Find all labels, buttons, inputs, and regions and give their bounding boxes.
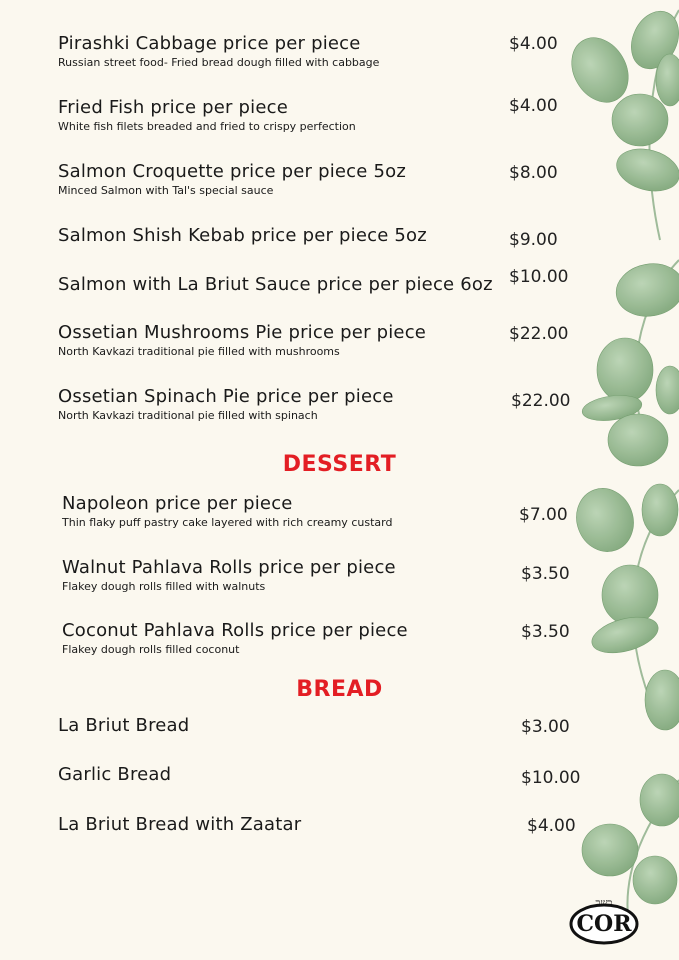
item-name: La Briut Bread xyxy=(58,715,190,736)
bread-item xyxy=(58,814,301,836)
dessert-item xyxy=(62,620,408,657)
item-description: Thin flaky puff pastry cake layered with rich creamy custard xyxy=(62,516,393,529)
item-description: North Kavkazi traditional pie filled with spinach xyxy=(58,409,318,422)
item-price: $3.00 xyxy=(521,717,570,737)
item-name: La Briut Bread with Zaatar xyxy=(58,814,302,835)
menu-item xyxy=(58,97,356,134)
item-name: Pirashki Cabbage price per piece xyxy=(58,33,361,54)
menu-item xyxy=(58,225,427,247)
item-description: White fish filets breaded and fried to crispy perfection xyxy=(58,120,356,133)
item-price: $22.00 xyxy=(509,324,569,344)
cor-hebrew-text: כשר xyxy=(595,898,613,909)
cor-text: COR xyxy=(576,911,632,937)
item-price: $4.00 xyxy=(509,34,558,54)
item-price: $3.50 xyxy=(521,564,570,584)
item-price: $4.00 xyxy=(509,96,558,116)
cor-kosher-logo xyxy=(568,898,640,946)
item-price: $8.00 xyxy=(509,163,558,183)
item-name: Coconut Pahlava Rolls price per piece xyxy=(62,620,408,641)
menu-item xyxy=(58,386,394,423)
item-name: Ossetian Mushrooms Pie price per piece xyxy=(58,322,427,343)
item-description: North Kavkazi traditional pie filled with mushrooms xyxy=(58,345,340,358)
dessert-item xyxy=(62,493,392,530)
item-description: Minced Salmon with Tal's special sauce xyxy=(58,184,274,197)
item-name: Walnut Pahlava Rolls price per piece xyxy=(62,557,396,578)
bread-item xyxy=(58,715,189,737)
menu-item xyxy=(58,33,379,70)
item-price: $7.00 xyxy=(519,505,568,525)
item-name: Salmon with La Briut Sauce price per piece 6oz xyxy=(58,274,493,295)
dessert-heading: DESSERT xyxy=(282,452,397,477)
item-description: Russian street food- Fried bread dough filled with cabbage xyxy=(58,56,380,69)
dessert-item xyxy=(62,557,396,594)
menu-item xyxy=(58,322,426,359)
bread-item xyxy=(58,764,171,786)
item-description: Flakey dough rolls filled with walnuts xyxy=(62,580,266,593)
item-price: $22.00 xyxy=(511,391,571,411)
item-name: Salmon Shish Kebab price per piece 5oz xyxy=(58,225,427,246)
item-price: $3.50 xyxy=(521,622,570,642)
item-description: Flakey dough rolls filled coconut xyxy=(62,643,240,656)
item-price: $10.00 xyxy=(509,267,569,287)
item-price: $10.00 xyxy=(521,768,581,788)
bread-heading: BREAD xyxy=(296,677,383,702)
item-name: Fried Fish price per piece xyxy=(58,97,289,118)
item-name: Salmon Croquette price per piece 5oz xyxy=(58,161,406,182)
menu-item xyxy=(58,274,493,296)
menu-item xyxy=(58,161,406,198)
item-price: $9.00 xyxy=(509,230,558,250)
item-name: Napoleon price per piece xyxy=(62,493,293,514)
item-name: Garlic Bread xyxy=(58,764,172,785)
item-name: Ossetian Spinach Pie price per piece xyxy=(58,386,394,407)
item-price: $4.00 xyxy=(527,816,576,836)
